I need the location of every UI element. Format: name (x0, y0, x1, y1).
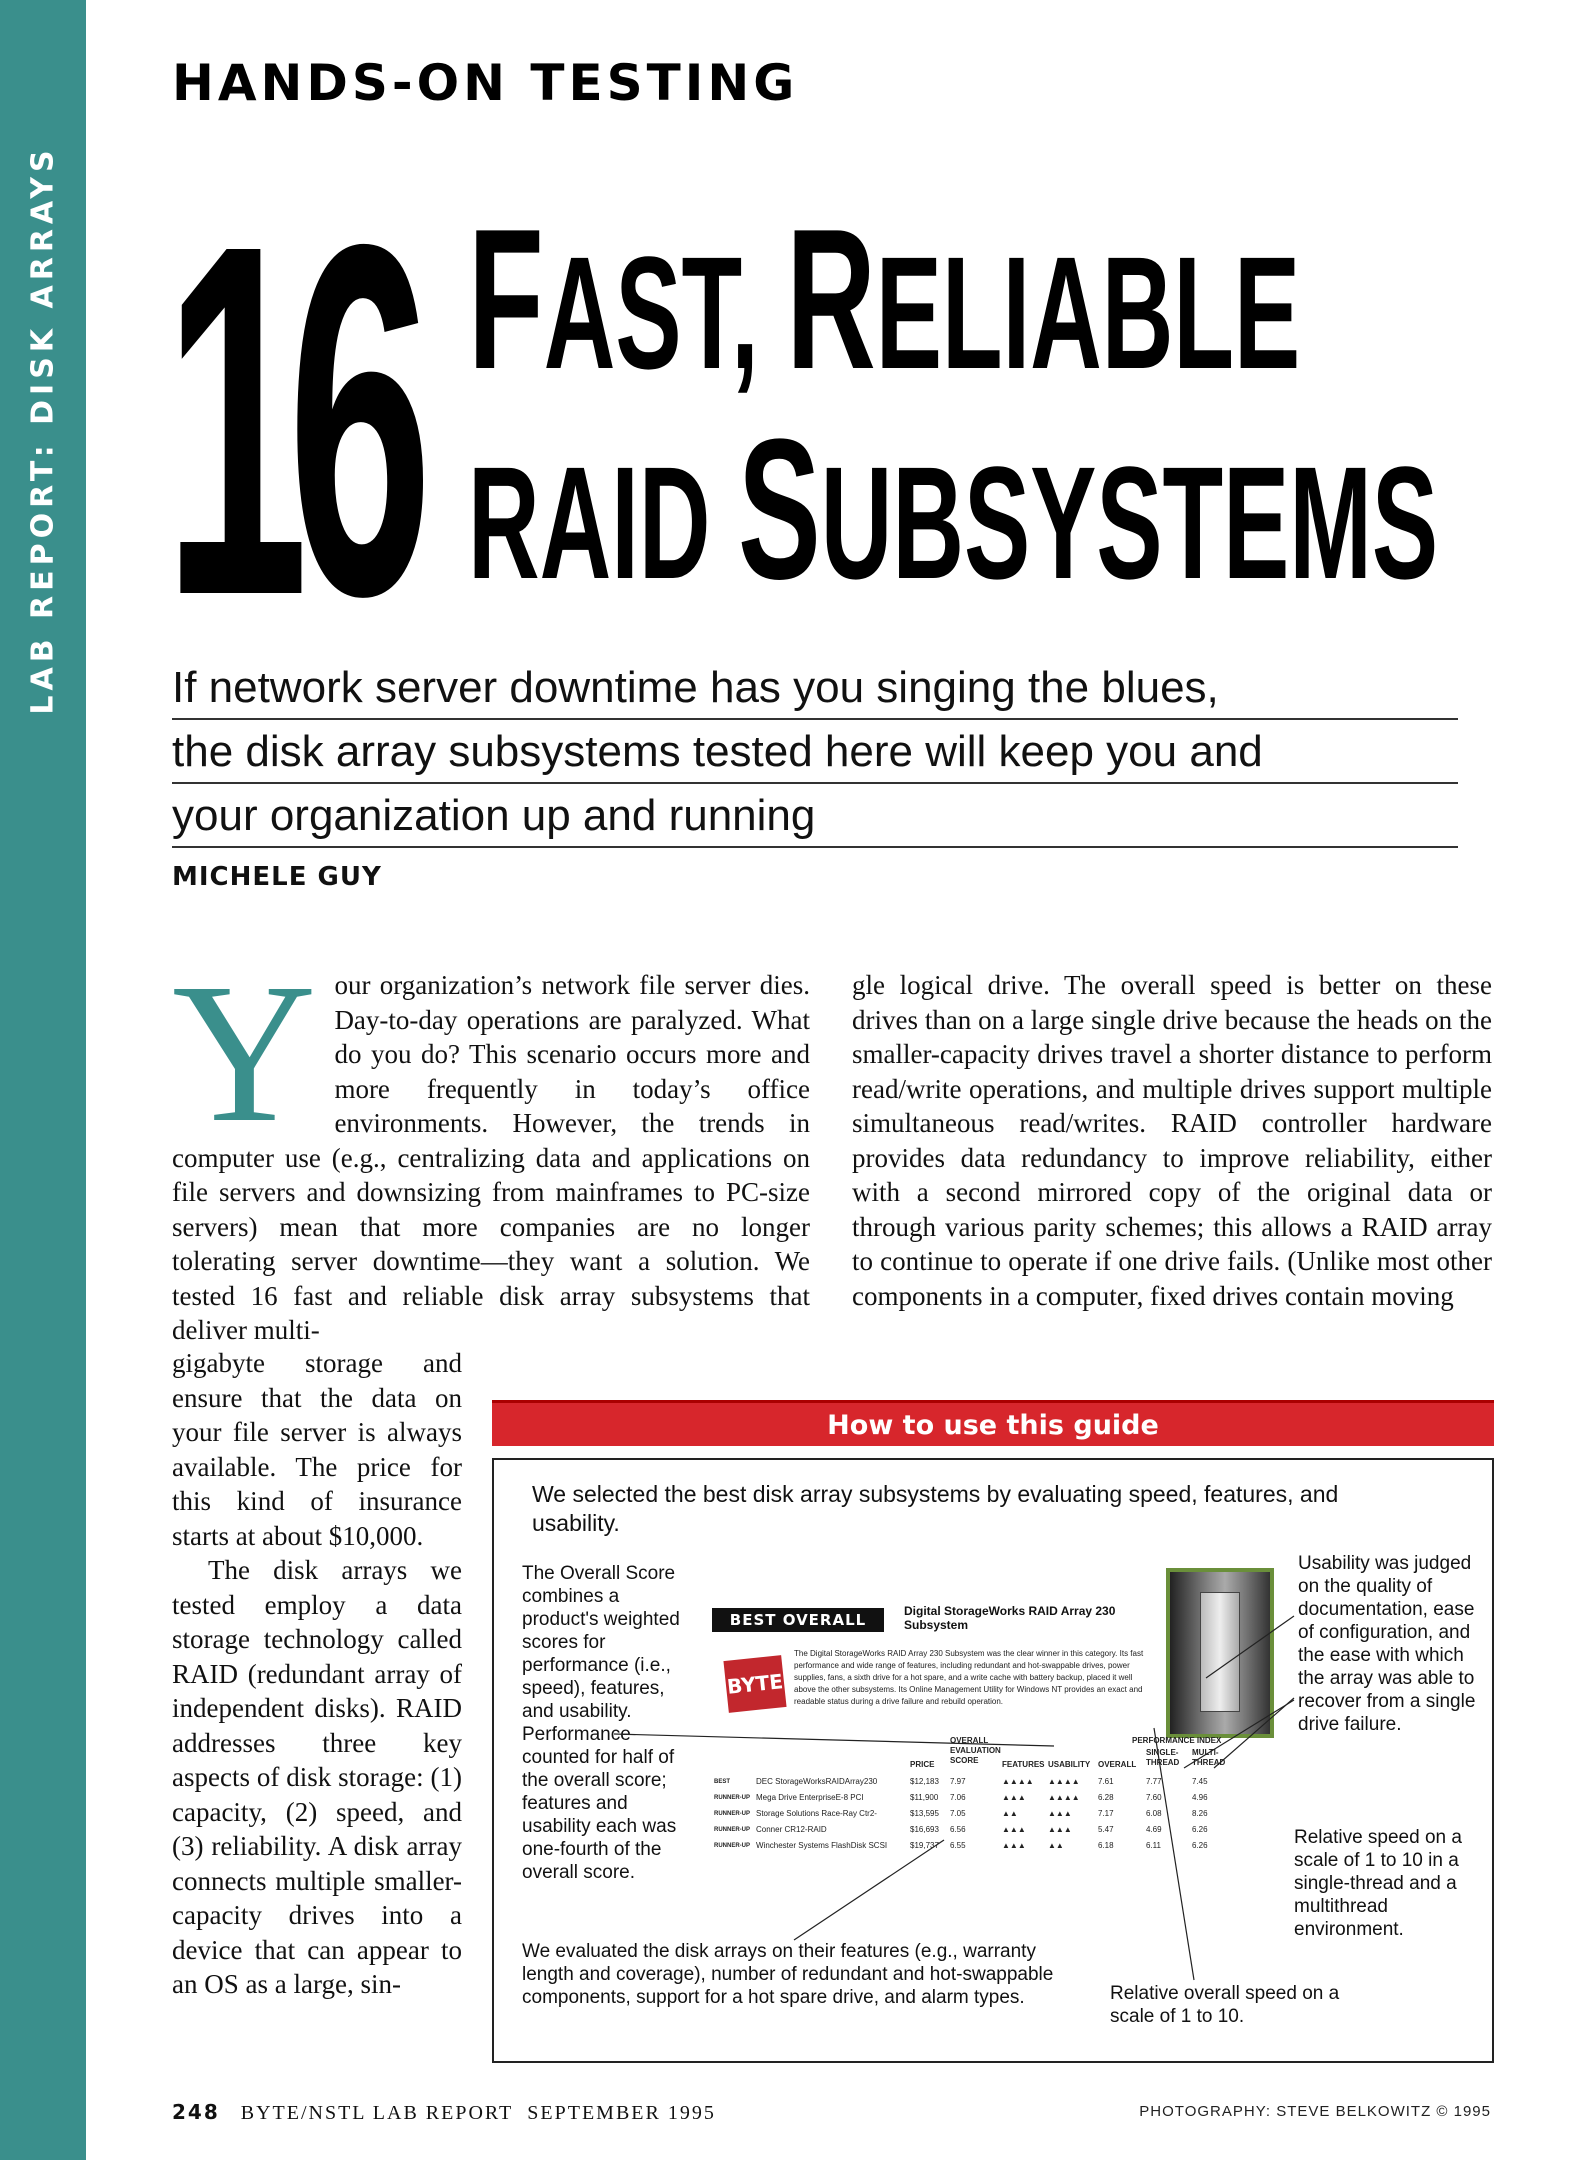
deck-line: your organization up and running (172, 784, 1458, 848)
headline-line-1: FAST, RELIABLE (468, 188, 1301, 411)
row-price: $12,183 (910, 1777, 939, 1786)
issue-date: SEPTEMBER 1995 (527, 2102, 716, 2124)
row-rank: RUNNER-UP (714, 1795, 750, 1801)
row-product: DEC StorageWorksRAIDArray230 (756, 1777, 878, 1786)
row-usability: ▲▲▲▲ (1048, 1793, 1080, 1802)
row-overall-speed: 7.17 (1098, 1809, 1114, 1818)
deck-line: If network server downtime has you singing the blues, (172, 656, 1458, 720)
body-column-left-narrow (172, 1346, 462, 2002)
row-price: $16,693 (910, 1825, 939, 1834)
row-score: 7.97 (950, 1777, 966, 1786)
col-header-score: OVERALL EVALUATION SCORE (950, 1736, 1001, 1765)
row-score: 6.55 (950, 1841, 966, 1850)
headline-number: 16 (164, 140, 412, 699)
row-single-thread: 7.60 (1146, 1793, 1162, 1802)
note-overall-score: The Overall Score combines a product's weighted scores for performance (i.e., speed), features, and usability. Performance counted for half of the overall score; features and usability each was one-fourth of the overall score. (522, 1563, 680, 1883)
row-features: ▲▲▲▲ (1002, 1777, 1034, 1786)
page-footer (172, 2100, 716, 2125)
row-product: Mega Drive EnterpriseE-8 PCI (756, 1793, 864, 1802)
page-number: 248 (172, 2100, 220, 2124)
row-rank: BEST (714, 1779, 731, 1785)
row-features: ▲▲ (1002, 1809, 1018, 1818)
col-header-single-thread: SINGLE-THREAD (1146, 1748, 1180, 1767)
row-usability: ▲▲▲ (1048, 1825, 1072, 1834)
note-relative-overall: Relative overall speed on a scale of 1 to 10. (1110, 1983, 1340, 2027)
row-multi-thread: 6.26 (1192, 1825, 1208, 1834)
row-multi-thread: 8.26 (1192, 1809, 1208, 1818)
body-column-right (852, 968, 1492, 1313)
row-multi-thread: 4.96 (1192, 1793, 1208, 1802)
row-features: ▲▲▲ (1002, 1793, 1026, 1802)
best-overall-description: The Digital StorageWorks RAID Array 230 Subsystem was the clear winner in this category. Its fast performance and wide range of features, including redundant and hot-swappable drives, power supplies, fans, a sixth drive for a hot spare, and a write cache with battery backup, placed it well above the other subsystems. Its Online Management Utility for Windows NT provides an exact and readable status during a drive failure and rebuild operation. (794, 1649, 1144, 1706)
row-features: ▲▲▲ (1002, 1841, 1026, 1850)
guide-box (492, 1458, 1494, 2063)
section-tab-label: LAB REPORT: DISK ARRAYS (25, 145, 61, 715)
row-single-thread: 7.77 (1146, 1777, 1162, 1786)
row-price: $13,595 (910, 1809, 939, 1818)
col-header-features: FEATURES (1002, 1760, 1045, 1769)
kicker: HANDS-ON TESTING (172, 54, 799, 112)
col-header-usability: USABILITY (1048, 1760, 1091, 1769)
body-paragraph: The disk arrays we tested employ a data storage technology called RAID (redundant array of independent disks). RAID addresses three key aspects of disk storage: (1) capacity, (2) speed, and (3) reliability. A disk array connects multiple smaller-capacity drives into a device that can appear to an OS as a large, sin- (172, 1555, 462, 1999)
row-overall-speed: 6.18 (1098, 1841, 1114, 1850)
col-header-overall: OVERALL (1098, 1760, 1137, 1769)
photo-credit: PHOTOGRAPHY: STEVE BELKOWITZ © 1995 (1139, 2103, 1491, 2120)
drop-cap: Y (172, 943, 317, 1164)
callout-leader-lines (494, 1460, 1496, 2065)
row-multi-thread: 7.45 (1192, 1777, 1208, 1786)
row-score: 7.05 (950, 1809, 966, 1818)
row-usability: ▲▲▲▲ (1048, 1777, 1080, 1786)
section-side-tab (0, 0, 86, 2160)
row-score: 7.06 (950, 1793, 966, 1802)
note-usability: Usability was judged on the quality of documentation, ease of configuration, and the ease with which the array was able to recover from a single drive failure. (1298, 1553, 1476, 1735)
guide-title: How to use this guide (492, 1400, 1494, 1446)
guide-intro: We selected the best disk array subsystems by evaluating speed, features, and usability. (532, 1481, 1339, 1536)
row-overall-speed: 7.61 (1098, 1777, 1114, 1786)
best-overall-badge: BEST OVERALL (712, 1608, 884, 1632)
row-single-thread: 6.11 (1146, 1841, 1161, 1850)
byte-award-logo: BYTE (723, 1655, 786, 1713)
body-paragraph: gle logical drive. The overall speed is better on these drives than on a large single drive because the heads on the smaller-capacity drives travel a shorter distance to perform read/write operations, and multiple drives support multiple simultaneous read/writes. RAID controller hardware provides data redundancy to improve reliability, either with a second mirrored copy of the original data or through various parity schemes; this allows a RAID array to continue to operate if one drive fails. (Unlike most other components in a computer, fixed drives contain moving (852, 970, 1492, 1311)
row-usability: ▲▲ (1048, 1841, 1064, 1850)
body-paragraph: gigabyte storage and ensure that the data on your file server is always available. The price for this kind of insurance starts at about $10,000. (172, 1348, 462, 1551)
best-overall-product: Digital StorageWorks RAID Array 230 Subsystem (904, 1604, 1116, 1632)
row-price: $11,900 (910, 1793, 939, 1802)
note-relative-speed: Relative speed on a scale of 1 to 10 in a single-thread and a multithread environment. (1294, 1827, 1462, 1940)
row-overall-speed: 5.47 (1098, 1825, 1114, 1834)
headline-line-2: RAID SUBSYSTEMS (468, 398, 1439, 621)
row-rank: RUNNER-UP (714, 1811, 750, 1817)
row-price: $19,737 (910, 1841, 939, 1850)
note-features: We evaluated the disk arrays on their features (e.g., warranty length and coverage), number of redundant and hot-swappable components, support for a hot spare drive, and alarm types. (522, 1941, 1054, 2008)
byline: MICHELE GUY (172, 862, 382, 892)
row-single-thread: 6.08 (1146, 1809, 1162, 1818)
row-overall-speed: 6.28 (1098, 1793, 1114, 1802)
row-product: Conner CR12-RAID (756, 1825, 827, 1834)
row-rank: RUNNER-UP (714, 1843, 750, 1849)
row-features: ▲▲▲ (1002, 1825, 1026, 1834)
row-score: 6.56 (950, 1825, 966, 1834)
col-header-performance: PERFORMANCE INDEX (1132, 1736, 1222, 1745)
body-paragraph: our organization’s network file server dies. Day-to-day operations are paralyzed. What do you do? This scenario occurs more and more frequently in today’s office environments. However, the trends in computer use (e.g., centralizing data and applications on file servers and downsizing from mainframes to PC-size servers) mean that more companies are no longer tolerating server downtime—they want a solution. We tested 16 fast and reliable disk array subsystems that deliver multi- (172, 970, 810, 1345)
row-single-thread: 4.69 (1146, 1825, 1162, 1834)
row-multi-thread: 6.26 (1192, 1841, 1208, 1850)
publication-name: BYTE/NSTL LAB REPORT (240, 2102, 514, 2124)
deck-line: the disk array subsystems tested here will keep you and (172, 720, 1458, 784)
row-rank: RUNNER-UP (714, 1827, 750, 1833)
row-product: Winchester Systems FlashDisk SCSI (756, 1841, 888, 1850)
col-header-price: PRICE (910, 1760, 935, 1769)
col-header-multi-thread: MULTI-THREAD (1192, 1748, 1226, 1767)
row-product: Storage Solutions Race-Ray Ctr2- (756, 1809, 877, 1818)
body-column-left (172, 943, 810, 1348)
row-usability: ▲▲▲ (1048, 1809, 1072, 1818)
deck (172, 656, 1458, 848)
